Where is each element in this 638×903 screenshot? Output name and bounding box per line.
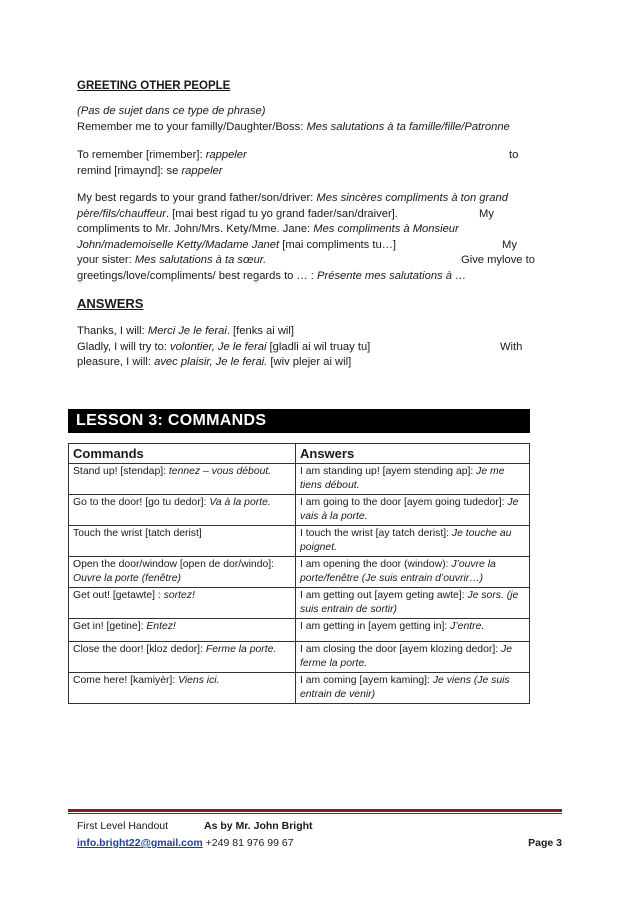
answer-cell: [296, 588, 530, 619]
handout-label: First Level Handout: [77, 820, 169, 832]
header-answers: Answers: [296, 444, 530, 464]
answer-cell: [296, 642, 530, 673]
lesson-title-bar: LESSON 3: COMMANDS: [68, 409, 530, 433]
regards-line-3-french: Mes compliments à Monsieur: [313, 223, 459, 235]
answer-3-text: pleasure, I will:: [77, 356, 155, 368]
answer-french: Je vais à la porte.: [300, 497, 519, 522]
to-remember-trailing: to: [509, 149, 519, 161]
command-cell: [69, 673, 296, 704]
answer-cell: [296, 495, 530, 526]
command-text: Get out! [getawte] :: [73, 590, 164, 601]
header-commands: Commands: [69, 444, 296, 464]
greeting-section: [77, 79, 537, 95]
answer-1-text: Thanks, I will:: [77, 325, 148, 337]
command-cell: [69, 526, 296, 557]
regards-line-2: . [mai best rigad tu yo grand fader/san/draiver].: [165, 207, 398, 220]
to-remember-text: To remember [rimember]:: [77, 149, 206, 161]
answer-3-french: avec plaisir, Je le ferai.: [154, 356, 268, 368]
footer-line-1: [77, 820, 313, 832]
best-regards-paragraph: [77, 191, 537, 284]
answer-text: I am going to the door [ayem going tudedor]:: [300, 497, 508, 508]
regards-line-5: your sister:: [77, 254, 135, 266]
answer-text: I touch the wrist [ay tatch derist]:: [300, 528, 452, 539]
answer-french: Je ferme la porte.: [300, 644, 512, 669]
remind-text: remind [rimaynd]: se: [77, 164, 182, 177]
command-cell: [69, 464, 296, 495]
answer-text: I am coming [ayem kaming]:: [300, 675, 433, 686]
answer-cell: [296, 619, 530, 642]
command-text: Close the door! [kloz dedor]:: [73, 644, 206, 655]
command-text: Come here! [kamiyèr]:: [73, 675, 179, 686]
commands-table: [68, 443, 530, 704]
command-cell: [69, 619, 296, 642]
answer-1-pron: . [fenks ai wil]: [226, 325, 294, 337]
footer-line-2: [77, 837, 562, 849]
regards-line-1: My best regards to your grand father/son/driver:: [77, 192, 317, 204]
table-row: [69, 619, 530, 642]
answer-1-french: Merci Je le ferai: [147, 325, 227, 337]
command-cell: [69, 588, 296, 619]
footer-divider: [68, 809, 562, 812]
answer-2-pron: [gladli ai wil truay tu]: [266, 340, 371, 353]
command-french: sortez!: [163, 590, 195, 601]
answer-2-french: volontier, Je le ferai: [170, 340, 267, 353]
table-row: [69, 642, 530, 673]
grammar-note: (Pas de sujet dans ce type de phrase): [77, 105, 266, 117]
answer-cell: [296, 673, 530, 704]
answers-section: [77, 296, 537, 312]
table-row: [69, 557, 530, 588]
answer-french: Je touche au poignet.: [300, 528, 512, 553]
answers-list: [77, 324, 537, 371]
answer-2-end: With: [500, 340, 523, 353]
table-row: [69, 526, 530, 557]
answer-text: I am getting out [ayem geting awte]:: [300, 590, 468, 601]
command-french: Va à la porte.: [209, 497, 271, 508]
phone-number: +249 81 976 99 67: [202, 837, 294, 849]
command-text: Get in! [getine]:: [73, 621, 147, 632]
command-french: Entez!: [146, 621, 176, 632]
regards-line-2-french: père/fils/chauffeur: [77, 207, 166, 220]
answer-2-text: Gladly, I will try to:: [77, 340, 171, 353]
to-remember-french: rappeler: [205, 149, 247, 161]
answer-text: I am closing the door [ayem klozing dedor]:: [300, 644, 501, 655]
regards-line-4-end: My love to: [502, 238, 535, 266]
answer-french: Je sors. (je suis entrain de sortir): [300, 590, 519, 615]
answer-text: I am standing up! [ayem stending ap]:: [300, 466, 477, 477]
answer-french: J’ouvre la porte/fenêtre (Je suis entrain d’ouvrir…): [300, 559, 496, 584]
greeting-intro: [77, 104, 537, 135]
author-label: As by Mr. John Bright: [204, 820, 313, 832]
command-french: tennez – vous débout.: [168, 466, 272, 477]
page-number: Page 3: [528, 837, 562, 849]
footer-divider-thin: [68, 813, 562, 814]
answer-text: I am opening the door (window):: [300, 559, 452, 570]
answer-french: J’entre.: [450, 621, 485, 632]
table-row: [69, 673, 530, 704]
command-french: Viens ici.: [178, 675, 220, 686]
table-header-row: [69, 444, 530, 464]
answer-french: Je me tiens débout.: [300, 466, 505, 491]
command-cell: [69, 557, 296, 588]
section-title-answers: ANSWERS: [77, 296, 144, 311]
command-text: Stand up! [stendap]:: [73, 466, 169, 477]
email-link[interactable]: info.bright22@gmail.com: [77, 837, 203, 849]
command-french: Ouvre la porte (fenêtre): [73, 573, 181, 584]
command-text: Go to the door! [go tu dedor]:: [73, 497, 210, 508]
answer-text: I am getting in [ayem getting in]:: [300, 621, 451, 632]
command-text: Open the door/window [open de dor/windo]:: [73, 559, 275, 570]
regards-line-5-end: Give my: [461, 254, 503, 266]
answer-cell: [296, 464, 530, 495]
remember-me-text: Remember me to your familly/Daughter/Boss:: [77, 120, 307, 133]
answer-cell: [296, 526, 530, 557]
regards-line-4-french: John/mademoiselle Ketty/Madame Janet: [77, 238, 280, 251]
table-row: [69, 495, 530, 526]
command-text: Touch the wrist [tatch derist]: [73, 528, 202, 539]
remember-definition: [77, 148, 537, 179]
remember-me-french: Mes salutations à ta famille/fille/Patronne: [306, 120, 510, 133]
regards-line-5-french: Mes salutations à ta sœur.: [134, 254, 267, 266]
command-french: Ferme la porte.: [205, 644, 277, 655]
answer-3-pron: [wiv plejer ai wil]: [267, 356, 352, 368]
command-cell: [69, 495, 296, 526]
answer-french: Je viens (Je suis entrain de venir): [300, 675, 510, 700]
section-title-greeting: GREETING OTHER PEOPLE: [77, 80, 231, 92]
remind-french: rappeler: [181, 164, 223, 177]
table-row: [69, 464, 530, 495]
answer-cell: [296, 557, 530, 588]
table-row: [69, 588, 530, 619]
regards-line-4: [mai compliments tu…]: [279, 238, 396, 251]
regards-line-3: compliments to Mr. John/Mrs. Kety/Mme. Jane:: [77, 223, 314, 235]
regards-line-6: greetings/love/compliments/ best regards to … :: [77, 269, 318, 282]
regards-line-1-french: Mes sincères compliments à ton grand: [316, 192, 508, 204]
command-cell: [69, 642, 296, 673]
regards-line-2-end: My: [479, 207, 494, 220]
regards-line-6-french: Présente mes salutations à …: [317, 269, 467, 282]
